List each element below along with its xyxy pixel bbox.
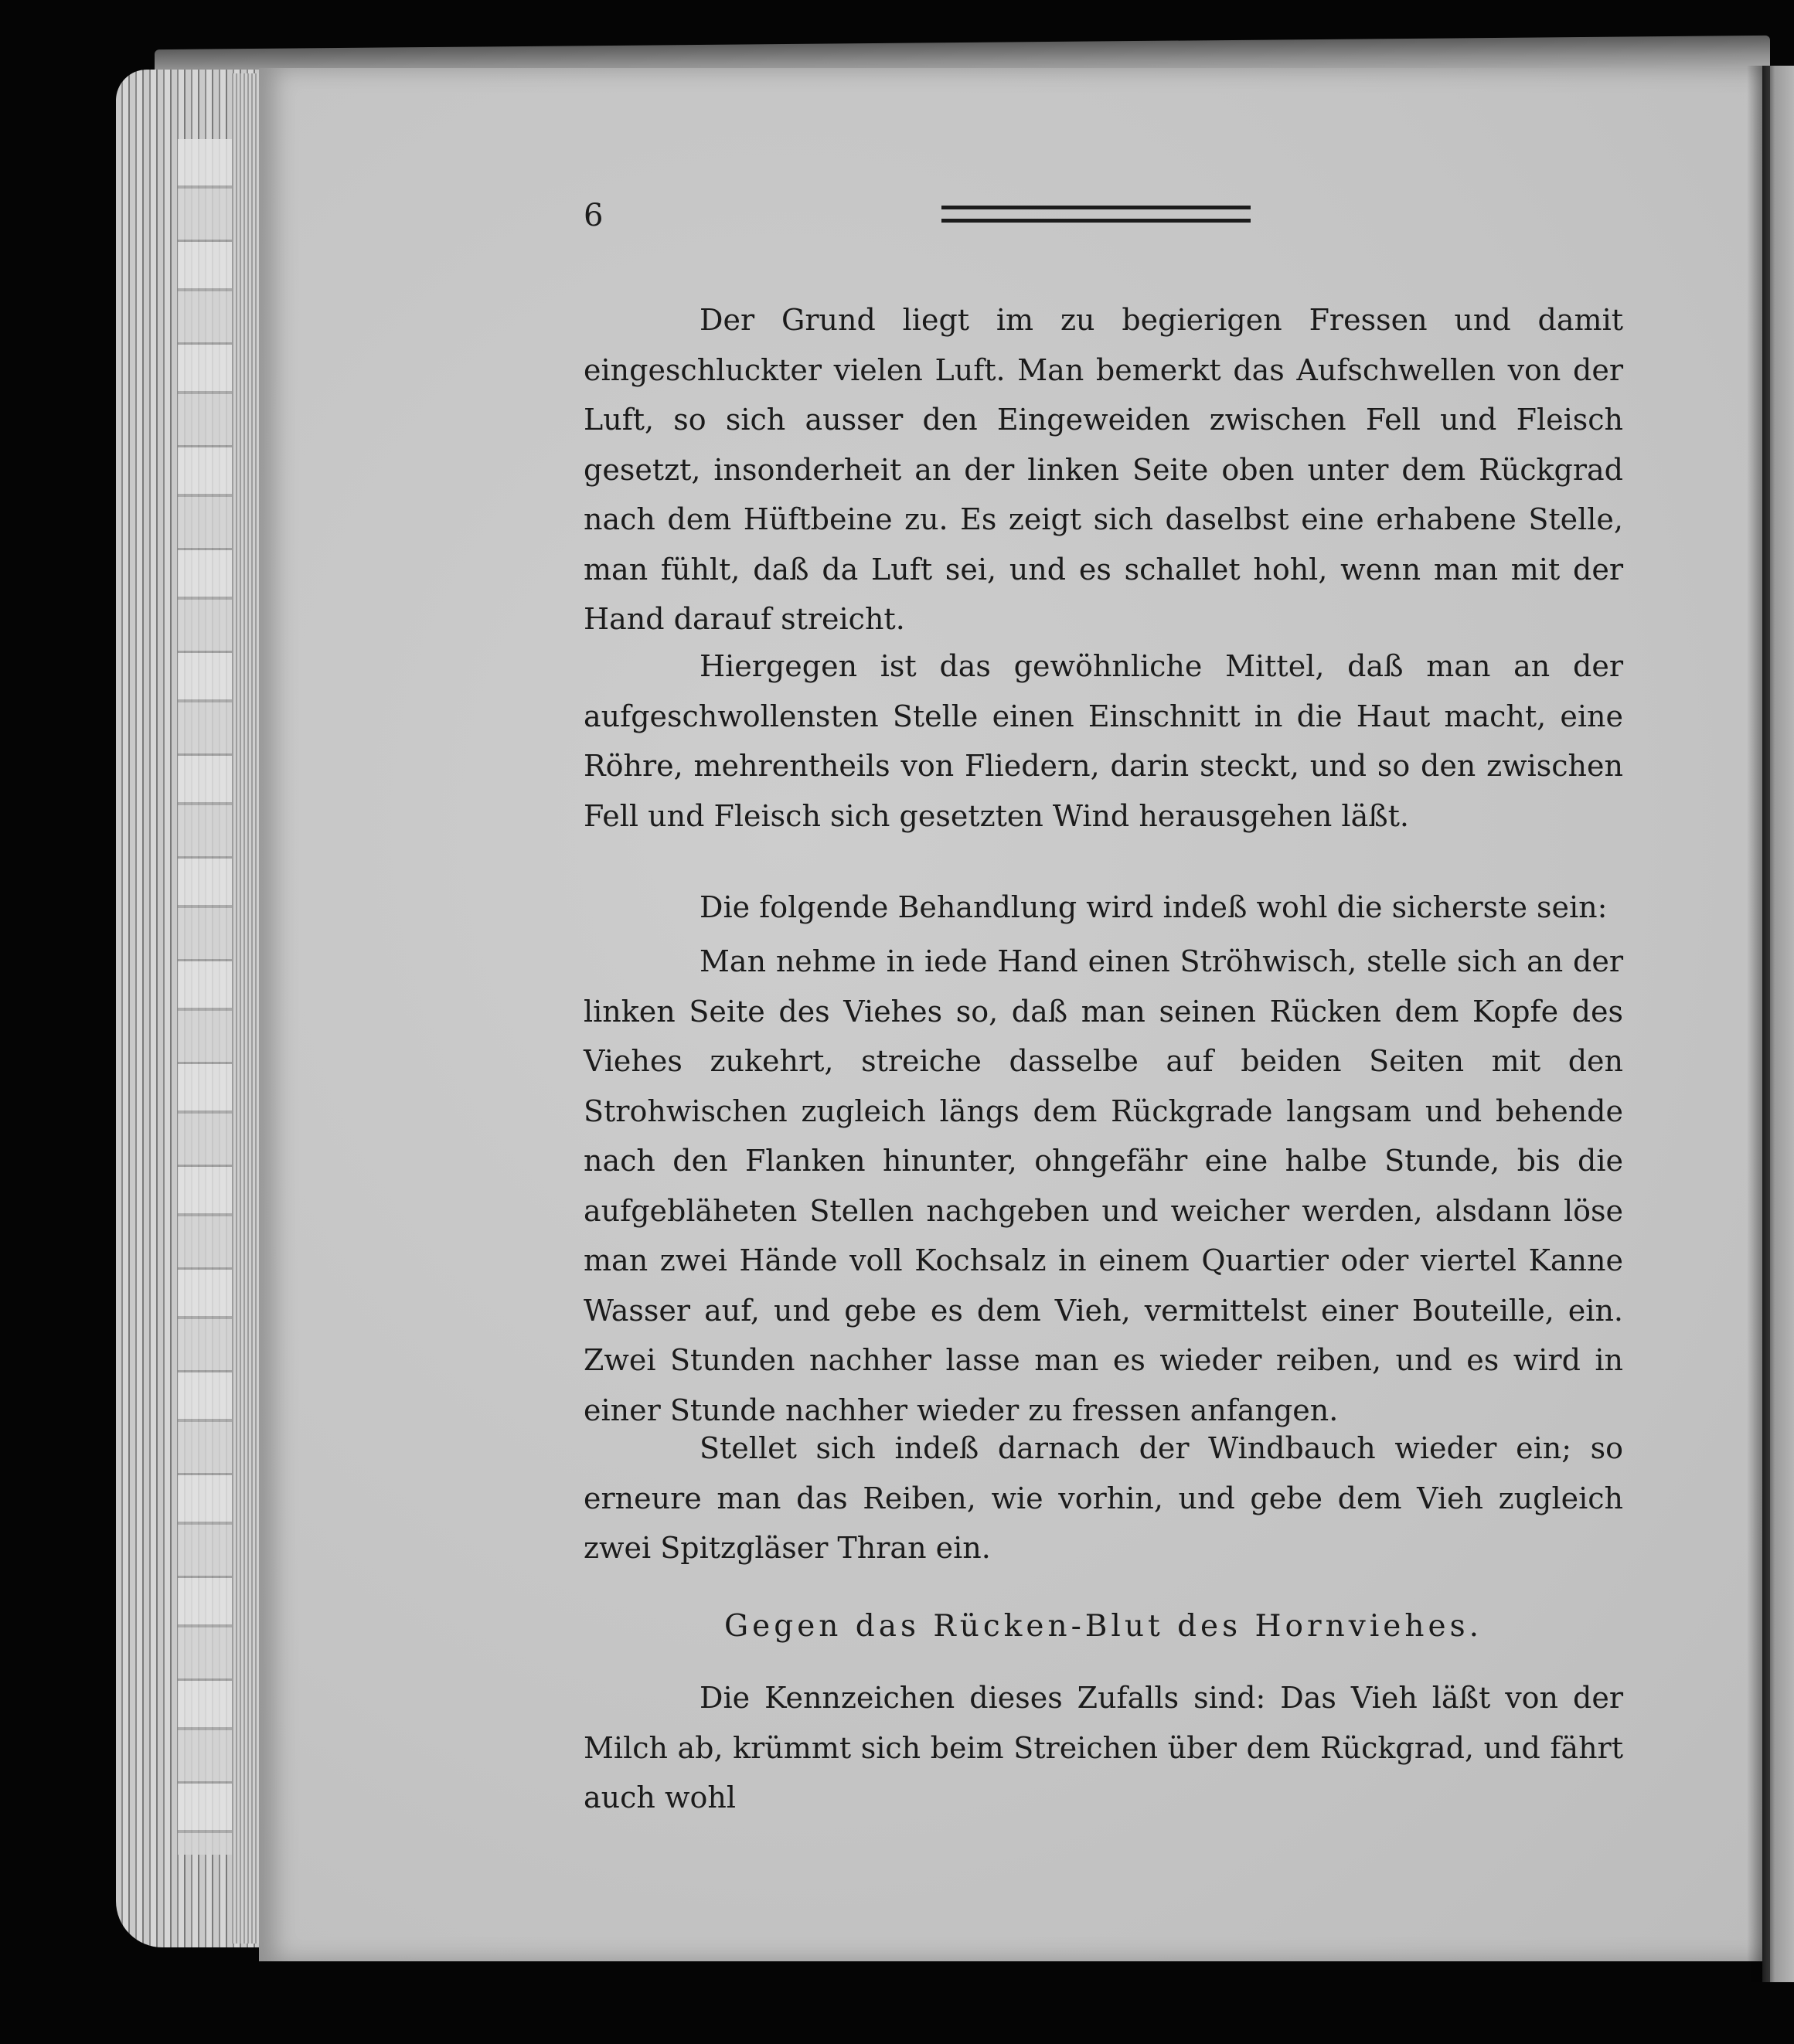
paragraph-2: [584, 641, 1623, 841]
section-heading: Gegen das Rücken-Blut des Hornviehes.: [724, 1609, 1483, 1644]
paragraph-3: [584, 883, 1623, 933]
header-rule-top: [941, 206, 1251, 209]
page-stack-folds: [178, 139, 232, 1855]
inner-page-edge: [232, 73, 263, 1944]
header-rule-bottom: [941, 219, 1251, 223]
paragraph-4: [584, 937, 1623, 1435]
page-number: 6: [584, 198, 604, 233]
paragraph-1: [584, 295, 1623, 644]
paragraph-text: Die Kennzeichen dieses Zufalls sind: Das Vieh läßt von der Milch ab, krümmt sich beim Streichen über dem Rückgrad, und fährt auch wohl: [584, 1681, 1623, 1814]
paragraph-5: [584, 1423, 1623, 1573]
paragraph-text: Stellet sich indeß darnach der Windbauch wieder ein; so erneure man das Reiben, wie vorhin, und gebe dem Vieh zugleich zwei Spitzgläser Thran ein.: [584, 1431, 1623, 1565]
spine-shadow: [1747, 66, 1770, 1982]
paragraph-text: Die folgende Behandlung wird indeß wohl die sicherste sein:: [700, 890, 1608, 924]
paragraph-text: Der Grund liegt im zu begierigen Fressen und damit eingeschluckter vielen Luft. Man bemerkt das Aufschwellen von der Luft, so sich ausser den Eingeweiden zwischen Fell und Fleisch gesetzt, insonderheit an der linken Seite oben unter dem Rückgrad nach dem Hüftbeine zu. Es zeigt sich daselbst eine erhabene Stelle, man fühlt, daß da Luft sei, und es schallet hohl, wenn man mit der Hand darauf streicht.: [584, 303, 1623, 636]
paragraph-text: Hiergegen ist das gewöhnliche Mittel, daß man an der aufgeschwollensten Stelle einen Einschnitt in die Haut macht, eine Röhre, mehrentheils von Fliedern, darin steckt, und so den zwischen Fell und Fleisch sich gesetzten Wind herausgehen läßt.: [584, 649, 1623, 833]
paragraph-text: Man nehme in iede Hand einen Ströhwisch, stelle sich an der linken Seite des Viehes so, daß man seinen Rücken dem Kopfe des Viehes zukehrt, streiche dasselbe auf beiden Seiten mit den Strohwischen zugleich längs dem Rückgrade langsam und behende nach den Flanken hinunter, ohngefähr eine halbe Stunde, bis die aufgebläheten Stellen nachgeben und weicher werden, alsdann löse man zwei Hände voll Kochsalz in einem Quartier oder viertel Kanne Wasser auf, und gebe es dem Vieh, vermittelst einer Bouteille, ein. Zwei Stunden nachher lasse man es wieder reiben, und es wird in einer Stunde nachher wieder zu fressen anfangen.: [584, 944, 1623, 1427]
paragraph-6: [584, 1673, 1623, 1823]
